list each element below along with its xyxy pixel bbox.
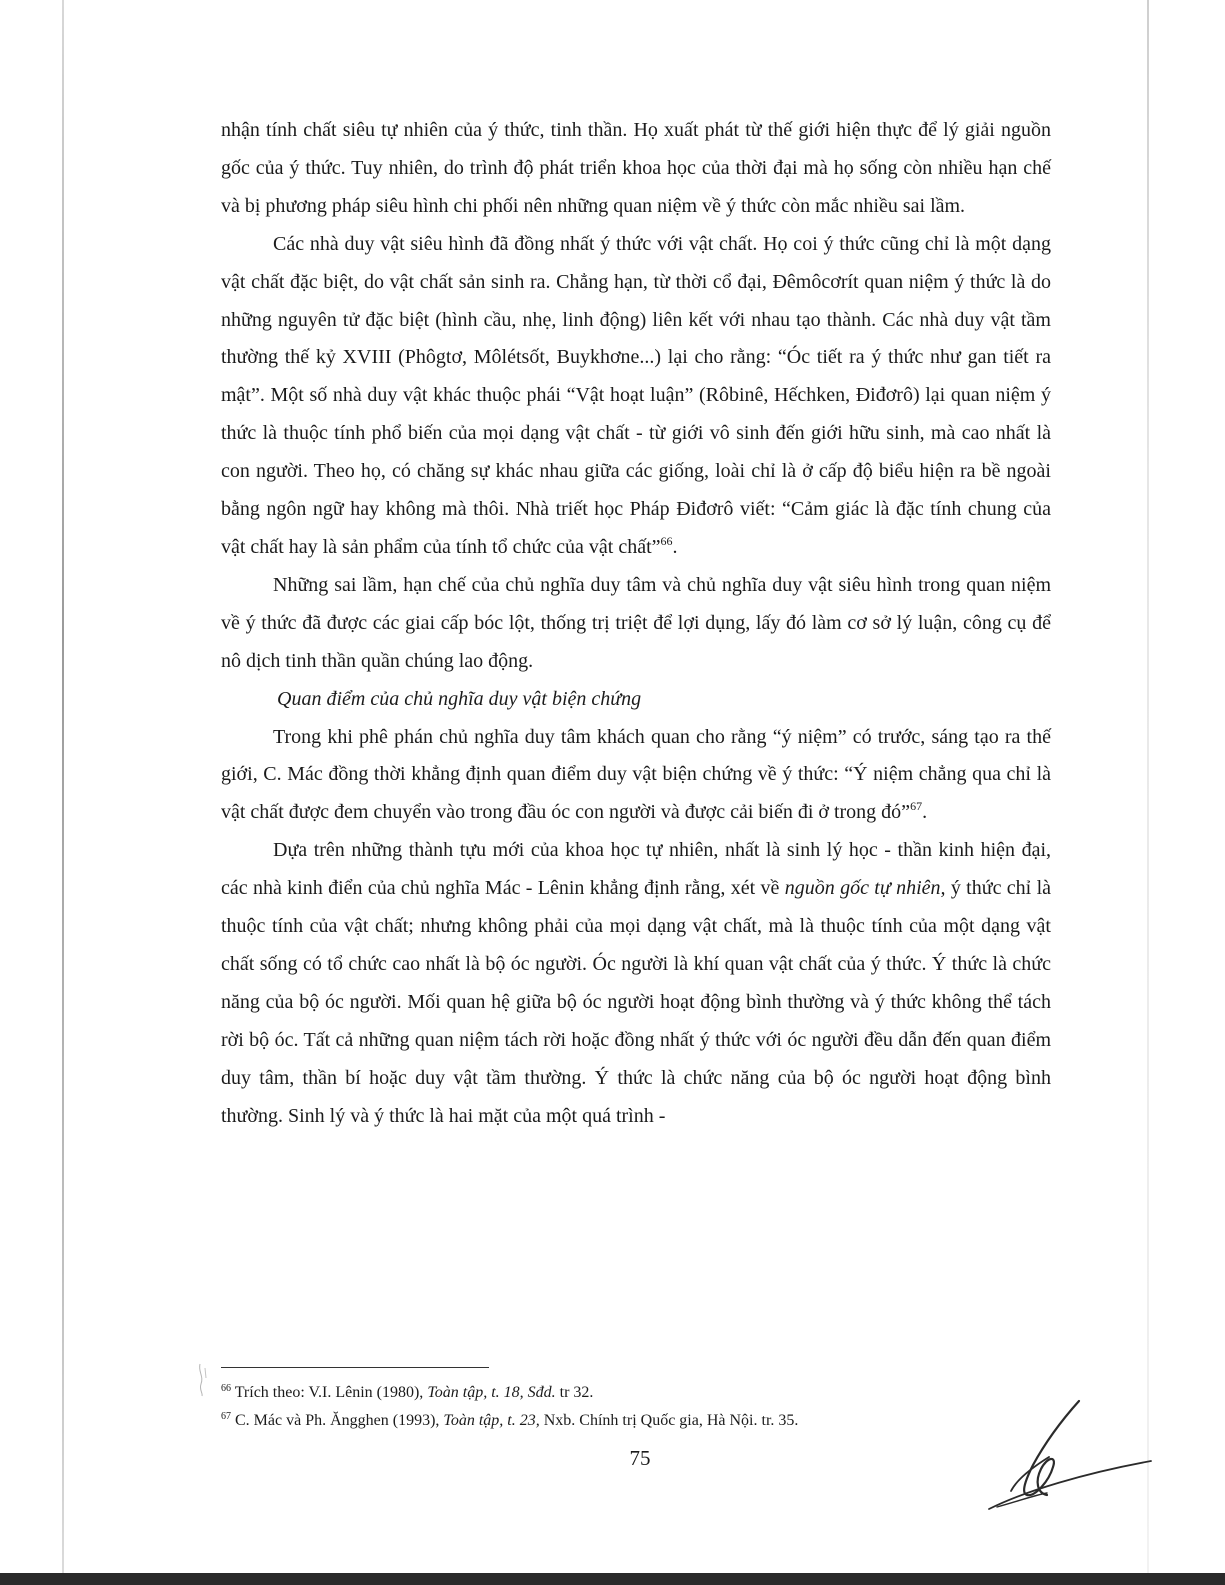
signature-mark bbox=[975, 1395, 1155, 1525]
paragraph-natural-origin: Dựa trên những thành tựu mới của khoa học tự nhiên, nhất là sinh lý học - thần kinh hiện đại, các nhà kinh điển của chủ nghĩa Mác - Lênin khẳng định rằng, xét về nguồn gốc tự nhiên, ý thức chỉ là thuộc tính của vật chất; nhưng không phải của mọi dạng vật chất, mà là thuộc tính của một dạng vật chất sống có tổ chức cao nhất là bộ óc người. Óc người là khí quan vật chất của ý thức. Ý thức là chức năng của bộ óc người. Mối quan hệ giữa bộ óc người hoạt động bình thường và ý thức không thể tách rời bộ óc. Tất cả những quan niệm tách rời hoặc đồng nhất ý thức với óc người đều dẫn đến quan điểm duy tâm, thần bí hoặc duy vật tầm thường. Ý thức là chức năng của bộ óc người hoạt động bình thường. Sinh lý và ý thức là hai mặt của một quá trình - bbox=[221, 839, 1051, 1127]
emphasis-natural-origin: nguồn gốc tự nhiên, bbox=[784, 877, 946, 900]
paragraph-metaphysical-materialists: Các nhà duy vật siêu hình đã đồng nhất ý thức với vật chất. Họ coi ý thức cũng chỉ là một dạng vật chất đặc biệt, do vật chất sản sinh ra. Chẳng hạn, từ thời cổ đại, Đêmôcơrít quan niệm ý thức là do những nguyên tử đặc biệt (hình cầu, nhẹ, linh động) liên kết với nhau tạo thành. Các nhà duy vật tầm thường thế kỷ XVIII (Phôgtơ, Môlétsốt, Buykhơne...) lại cho rằng: “Óc tiết ra ý thức như gan tiết ra mật”. Một số nhà duy vật khác thuộc phái “Vật hoạt luận” (Rôbinê, Hếchken, Điđơrô) lại quan niệm ý thức là thuộc tính phổ biến của mọi dạng vật chất - từ giới vô sinh đến giới hữu sinh, mà cao nhất là con người. Theo họ, có chăng sự khác nhau giữa các giống, loài chỉ là ở cấp độ biểu hiện ra bề ngoài bằng ngôn ngữ hay không mà thôi. Nhà triết học Pháp Điđơrô viết: “Cảm giác là đặc tính chung của vật chất hay là sản phẩm của tính tổ chức của vật chất”$^{66}$. bbox=[221, 232, 1051, 558]
section-heading: Quan điểm của chủ nghĩa duy vật biện chứng bbox=[277, 687, 642, 710]
footnotes bbox=[221, 1379, 1051, 1435]
body-text bbox=[221, 112, 1051, 1135]
paragraph-continuation: nhận tính chất siêu tự nhiên của ý thức, tinh thần. Họ xuất phát từ thế giới hiện thực để lý giải nguồn gốc của ý thức. Tuy nhiên, do trình độ phát triển khoa học của thời đại mà họ sống còn nhiều hạn chế và bị phương pháp siêu hình chi phối nên những quan niệm về ý thức còn mắc nhiều sai lầm. bbox=[221, 119, 1051, 217]
footnote-66: $^{66}$ Trích theo: V.I. Lênin (1980), Toàn tập, t. 18, Sđd. tr 32. bbox=[221, 1383, 594, 1401]
scan-edge-bottom bbox=[0, 1573, 1225, 1585]
footnote-divider bbox=[221, 1367, 489, 1368]
footnote-67: $^{67}$ C. Mác và Ph. Ăngghen (1993), Toàn tập, t. 23, Nxb. Chính trị Quốc gia, Hà Nội. tr. 35. bbox=[221, 1411, 799, 1429]
scan-pencil-mark bbox=[192, 1362, 212, 1398]
page-number: 75 bbox=[629, 1446, 651, 1470]
scan-edge-left bbox=[62, 0, 64, 1585]
footnote-ref-66: 66 bbox=[660, 533, 673, 548]
scan-edge-right bbox=[1147, 0, 1149, 1585]
footnote-ref-67: 67 bbox=[910, 799, 923, 814]
paragraph-marx-view: Trong khi phê phán chủ nghĩa duy tâm khách quan cho rằng “ý niệm” có trước, sáng tạo ra thế giới, C. Mác đồng thời khẳng định quan điểm duy vật biện chứng về ý thức: “Ý niệm chẳng qua chỉ là vật chất được đem chuyển vào trong đầu óc con người và được cải biến đi ở trong đó”$^{67}$. bbox=[221, 725, 1051, 824]
paragraph-errors-limitations: Những sai lầm, hạn chế của chủ nghĩa duy tâm và chủ nghĩa duy vật siêu hình trong quan niệm về ý thức đã được các giai cấp bóc lột, thống trị triệt để lợi dụng, lấy đó làm cơ sở lý luận, công cụ để nô dịch tinh thần quần chúng lao động. bbox=[221, 573, 1051, 672]
